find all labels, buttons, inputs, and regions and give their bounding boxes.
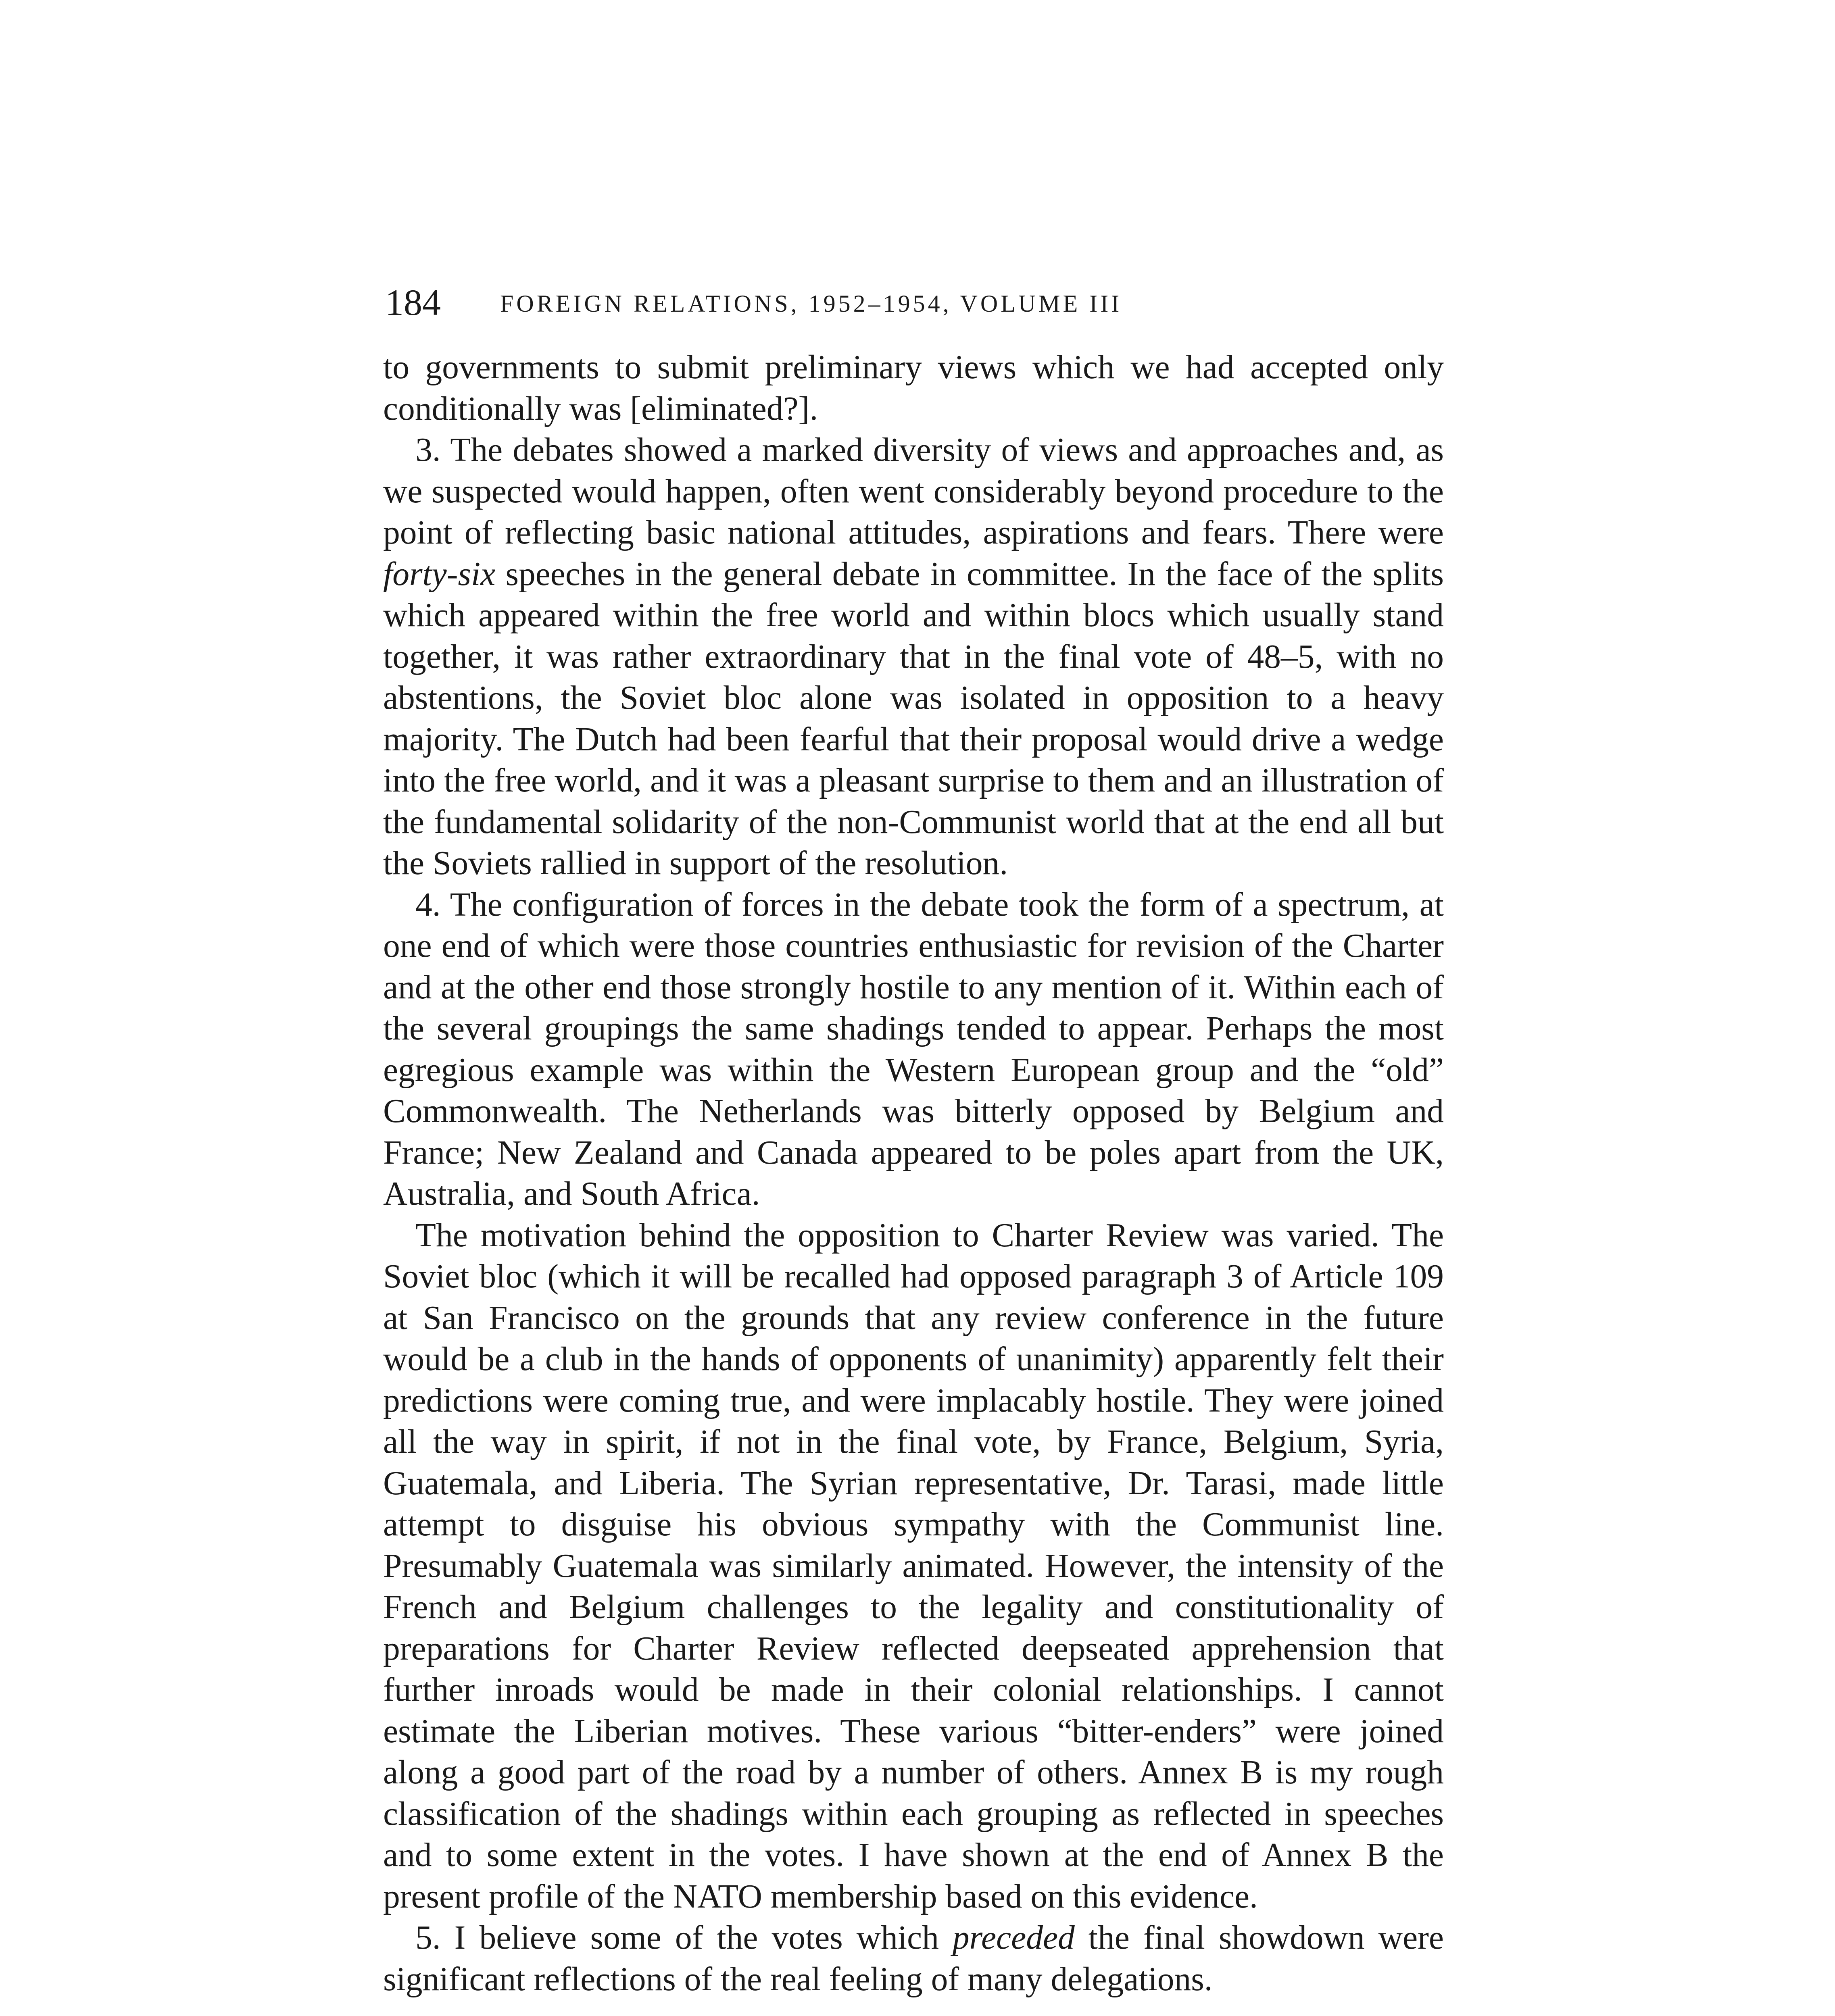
page-header (385, 278, 1446, 331)
paragraph-continuation: to governments to submit preliminary views which we had accepted only conditionally was [eliminated?]. (383, 349, 1444, 427)
paragraph-motivation: The motivation behind the opposition to Charter Review was varied. The Soviet bloc (which it will be recalled had opposed paragraph 3 of Article 109 at San Francisco on the grounds that any review conference in the future would be a club in the hands of opponents of unanimity) apparently felt their predictions were coming true, and were implacably hostile. They were joined all the way in spirit, if not in the final vote, by France, Belgium, Syria, Guatemala, and Liberia. The Syrian representative, Dr. Tarasi, made little attempt to disguise his obvious sympathy with the Communist line. Presumably Guatemala was similarly animated. However, the intensity of the French and Belgium challenges to the legality and constitutionality of preparations for Charter Review reflected deepseated apprehension that further inroads would be made in their colonial relationships. I cannot estimate the Liberian motives. These various “bitter-enders” were joined along a good part of the road by a number of others. Annex B is my rough classification of the shadings within each grouping as reflected in speeches and to some extent in the votes. I have shown at the end of Annex B the present profile of the NATO membership based on this evidence. (383, 1216, 1444, 1915)
running-head: FOREIGN RELATIONS, 1952–1954, VOLUME III (500, 290, 1122, 317)
paragraph-3-text-start: 3. The debates showed a marked diversity of views and approaches and, as we suspected would happen, often went considerably beyond procedure to the point of reflecting basic national attitudes, aspirations and fears. There were (383, 431, 1444, 551)
paragraph-5-text-end: the final showdown were significant reflections of the real feeling of many delegations. (383, 1919, 1444, 1998)
paragraph-4: 4. The configuration of forces in the debate took the form of a spectrum, at one end of which were those countries enthusiastic for revision of the Charter and at the other end those strongly hostile to any mention of it. Within each of the several groupings the same shadings tended to appear. Perhaps the most egregious example was within the Western European group and the “old” Commonwealth. The Netherlands was bitterly opposed by Belgium and France; New Zealand and Canada appeared to be poles apart from the UK, Australia, and South Africa. (383, 886, 1444, 1212)
paragraph-3 (383, 429, 1444, 884)
paragraph-5-text-start: 5. I believe some of the votes which (415, 1919, 953, 1956)
paragraph-3-emphasis: forty-six (383, 555, 496, 593)
paragraph-3-text-end: speeches in the general debate in committee. In the face of the splits which appeared within the free world and within blocs which usually stand together, it was rather extraordinary that in the final vote of 48–5, with no abstentions, the Soviet bloc alone was isolated in opposition to a heavy majority. The Dutch had been fearful that their proposal would drive a wedge into the free world, and it was a pleasant surprise to them and an illustration of the fundamental solidarity of the non-Communist world that at the end all but the Soviets rallied in support of the resolution. (383, 555, 1444, 882)
body-text (383, 347, 1444, 2000)
paragraph-5-emphasis: preceded (952, 1919, 1075, 1956)
paragraph-5 (383, 1917, 1444, 2000)
page-number: 184 (385, 282, 441, 323)
